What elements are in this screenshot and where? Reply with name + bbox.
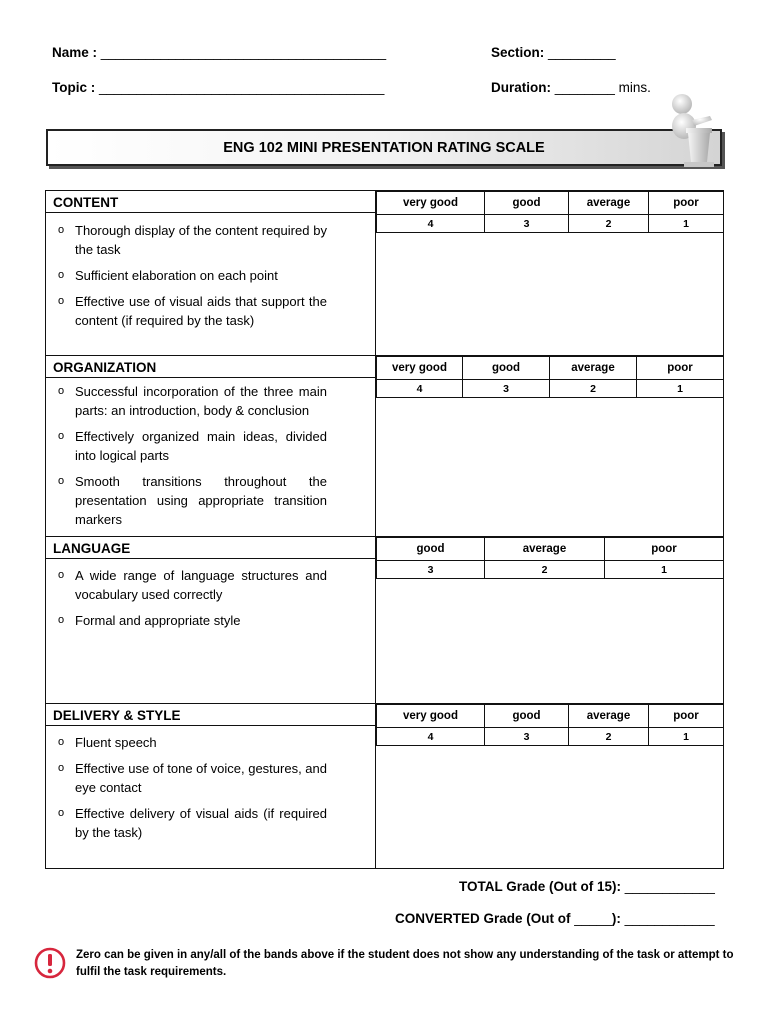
criterion-item: o A wide range of language structures and vocabulary used correctly [46,566,375,604]
section-heading-content: CONTENT [46,191,376,213]
language-scale-cell [376,537,724,704]
scale-score-2[interactable]: 2 [485,561,605,579]
delivery-scale-cell [376,704,724,869]
scale-score-3[interactable]: 3 [485,728,569,746]
scale-score-1[interactable]: 1 [649,728,724,746]
criterion-item: o Thorough display of the content required by the task [46,221,375,259]
organization-scale [376,356,723,398]
delivery-criteria [46,726,376,869]
language-scale [376,537,723,579]
zero-grade-note: Zero can be given in any/all of the bands above if the student does not show any understanding of the task or attempt to fulfil the task requirements. [76,949,734,978]
section-field [491,45,616,60]
converted-out-of-line[interactable]: _____ [574,911,612,926]
scale-label: very good [377,357,463,380]
total-grade-line[interactable]: ____________ [624,879,715,894]
name-label: Name : [52,45,98,60]
delivery-comment-area[interactable] [376,746,723,868]
scale-score-1[interactable]: 1 [605,561,724,579]
scale-score-1[interactable]: 1 [637,380,724,398]
section-line[interactable]: _________ [548,45,616,60]
scale-score-4[interactable]: 4 [377,728,485,746]
topic-line[interactable]: ______________________________________ [99,80,385,95]
scale-label: average [569,705,649,728]
content-scale [376,191,723,233]
scale-label: good [463,357,550,380]
content-comment-area[interactable] [376,233,723,355]
scale-score-1[interactable]: 1 [649,215,724,233]
converted-grade-label-end: ): [611,911,621,926]
topic-label: Topic : [52,80,96,95]
content-scale-cell [376,191,724,356]
converted-grade-line[interactable]: ____________ [624,911,715,926]
section-heading-language: LANGUAGE [46,537,376,559]
criterion-item: o Fluent speech [46,733,375,752]
delivery-scale [376,704,723,746]
exclamation-circle-icon [34,947,66,979]
name-line[interactable]: ______________________________________ [100,45,387,60]
scale-label: average [569,192,649,215]
scale-score-3[interactable]: 3 [485,215,569,233]
duration-line[interactable]: ________ [554,80,615,95]
presenter-at-podium-icon [658,90,728,168]
criterion-item: o Effective delivery of visual aids (if required by the task) [46,804,375,842]
scale-label: very good [377,192,485,215]
scale-label: poor [649,705,724,728]
language-comment-area[interactable] [376,579,723,703]
scale-label: good [485,705,569,728]
organization-criteria [46,378,376,537]
organization-comment-area[interactable] [376,398,723,532]
criterion-item: o Effective use of visual aids that support the content (if required by the task) [46,292,375,330]
scale-label: very good [377,705,485,728]
scale-label: good [377,538,485,561]
scale-score-4[interactable]: 4 [377,380,463,398]
scale-label: average [485,538,605,561]
converted-grade [395,911,715,926]
page-title-text: ENG 102 MINI PRESENTATION RATING SCALE [223,139,545,156]
section-heading-organization: ORGANIZATION [46,356,376,378]
criterion-item: o Smooth transitions throughout the presentation using appropriate transition markers [46,472,375,529]
section-label: Section: [491,45,545,60]
duration-field [491,80,651,95]
scale-score-2[interactable]: 2 [569,728,649,746]
scale-label: good [485,192,569,215]
converted-grade-label: CONVERTED Grade (Out of [395,911,571,926]
organization-scale-cell [376,356,724,537]
duration-label: Duration: [491,80,551,95]
scale-score-3[interactable]: 3 [377,561,485,579]
scale-score-2[interactable]: 2 [550,380,637,398]
scale-score-2[interactable]: 2 [569,215,649,233]
scale-label: poor [605,538,724,561]
scale-label: poor [649,192,724,215]
content-header-row [46,191,724,213]
scale-label: poor [637,357,724,380]
criterion-item: o Formal and appropriate style [46,611,375,630]
criterion-item: o Effectively organized main ideas, divided into logical parts [46,427,375,465]
rating-table [45,190,724,869]
content-criteria [46,213,376,356]
duration-unit: mins. [618,80,651,95]
criterion-item: o Successful incorporation of the three main parts: an introduction, body & conclusion [46,382,375,420]
scale-score-4[interactable]: 4 [377,215,485,233]
criterion-item: o Sufficient elaboration on each point [46,266,375,285]
total-grade [459,879,715,894]
criterion-item: o Effective use of tone of voice, gestures, and eye contact [46,759,375,797]
scale-label: average [550,357,637,380]
total-grade-label: TOTAL Grade (Out of 15): [459,879,622,894]
language-criteria [46,559,376,704]
section-heading-delivery: DELIVERY & STYLE [46,704,376,726]
page-title [46,129,722,166]
topic-field [52,80,384,95]
name-field [52,45,386,60]
scale-score-3[interactable]: 3 [463,380,550,398]
